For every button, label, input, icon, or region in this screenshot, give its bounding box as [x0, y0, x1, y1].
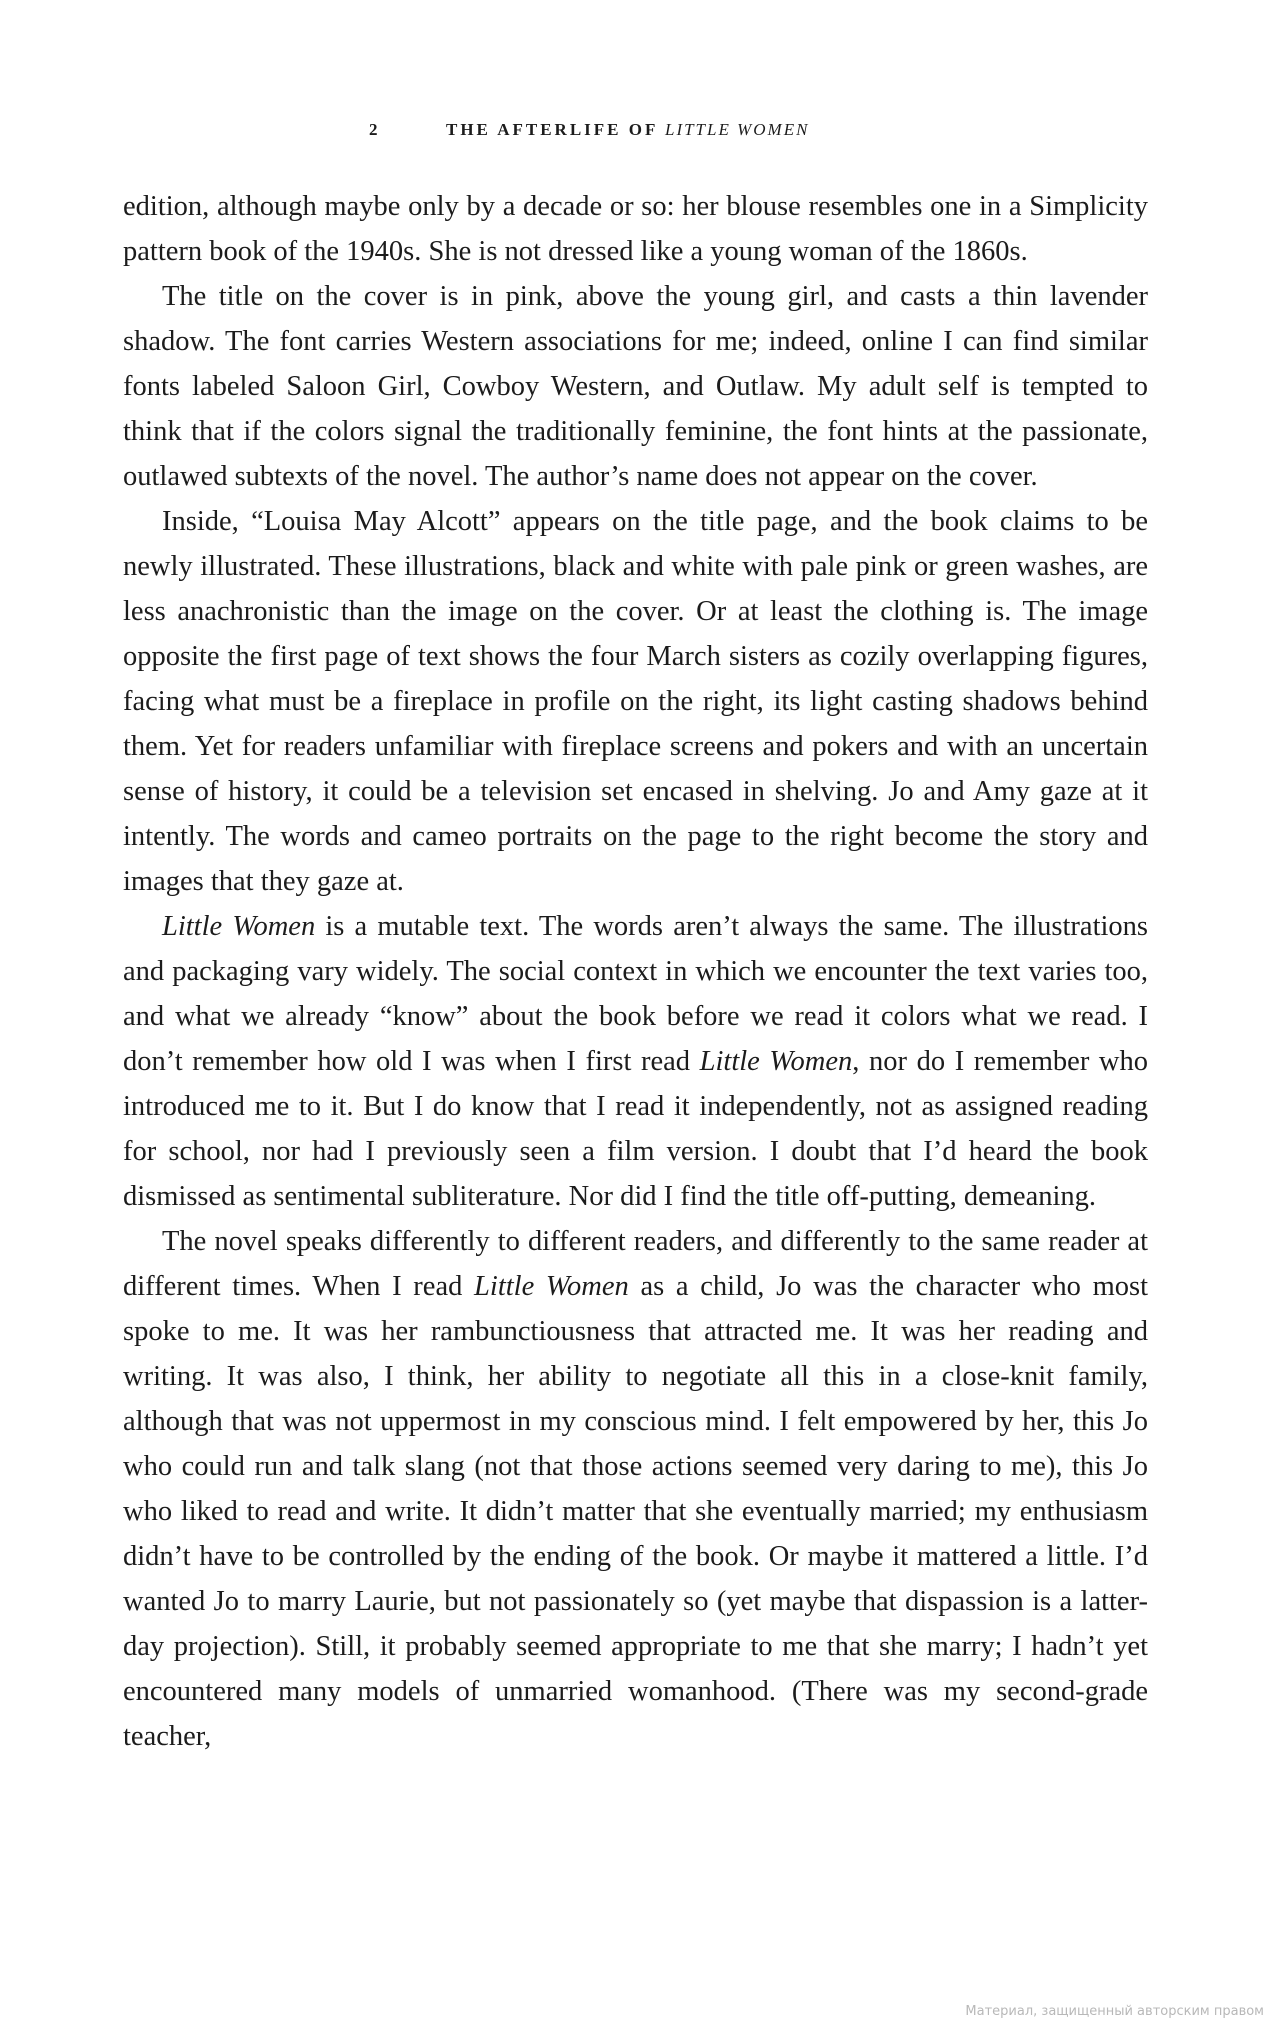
paragraph	[123, 1219, 1148, 1759]
italic-title-span: Little Women	[162, 911, 316, 942]
running-title	[446, 120, 809, 140]
text-span: The novel speaks differently to different readers, and differently to the same reader at different times. When I read	[123, 1226, 1148, 1302]
italic-title-span: Little Women	[474, 1271, 629, 1302]
paragraph	[123, 274, 1148, 499]
running-title-italic: LITTLE WOMEN	[664, 120, 810, 139]
paragraph	[123, 904, 1148, 1219]
running-title-prefix: THE AFTERLIFE OF	[446, 120, 665, 139]
italic-title-span: Little Women	[699, 1046, 853, 1077]
text-span: edition, although maybe only by a decade or so: her blouse resembles one in a Simplicity pattern book of the 1940s. She is not dressed like a young woman of the 1860s.	[123, 191, 1148, 267]
paragraph	[123, 184, 1148, 274]
body-text	[123, 184, 1148, 1759]
text-span: is a mutable text. The words aren’t always the same. The illustrations and packaging vary widely. The social context in which we encounter the text varies too, and what we already “know” about the book before we read it colors what we read. I don’t remember how old I was when I first read	[123, 911, 1148, 1077]
text-span: Inside, “Louisa May Alcott” appears on the title page, and the book claims to be newly illustrated. These illustrations, black and white with pale pink or green washes, are less anachronistic than the image on the cover. Or at least the clothing is. The image opposite the first page of text shows the four March sisters as cozily overlapping figures, facing what must be a fireplace in profile on the right, its light casting shadows behind them. Yet for readers unfamiliar with fireplace screens and pokers and with an uncertain sense of history, it could be a television set encased in shelving. Jo and Amy gaze at it intently. The words and cameo portraits on the page to the right become the story and images that they gaze at.	[123, 506, 1148, 897]
running-head	[0, 120, 1280, 150]
text-span: , nor do I remember who introduced me to it. But I do know that I read it independently, not as assigned reading for school, nor had I previously seen a film version. I doubt that I’d heard the book dismissed as sentimental subliterature. Nor did I find the title off-putting, demeaning.	[123, 1046, 1148, 1212]
copyright-watermark: Материал, защищенный авторским правом	[965, 2004, 1264, 2019]
text-span: The title on the cover is in pink, above the young girl, and casts a thin lavender shadow. The font carries Western associations for me; indeed, online I can find similar fonts labeled Saloon Girl, Cowboy Western, and Outlaw. My adult self is tempted to think that if the colors signal the traditionally feminine, the font hints at the passionate, outlawed subtexts of the novel. The author’s name does not appear on the cover.	[123, 281, 1148, 492]
text-span: as a child, Jo was the character who most spoke to me. It was her rambunctiousness that attracted me. It was her reading and writing. It was also, I think, her ability to negotiate all this in a close-knit family, although that was not uppermost in my conscious mind. I felt empowered by her, this Jo who could run and talk slang (not that those actions seemed very daring to me), this Jo who liked to read and write. It didn’t matter that she eventually married; my enthusiasm didn’t have to be controlled by the ending of the book. Or maybe it mattered a little. I’d wanted Jo to marry Laurie, but not passionately so (yet maybe that dispassion is a latter-day projection). Still, it probably seemed appropriate to me that she marry; I hadn’t yet encountered many models of unmarried womanhood. (There was my second-grade teacher,	[123, 1271, 1148, 1752]
page-number: 2	[369, 120, 381, 139]
paragraph	[123, 499, 1148, 904]
